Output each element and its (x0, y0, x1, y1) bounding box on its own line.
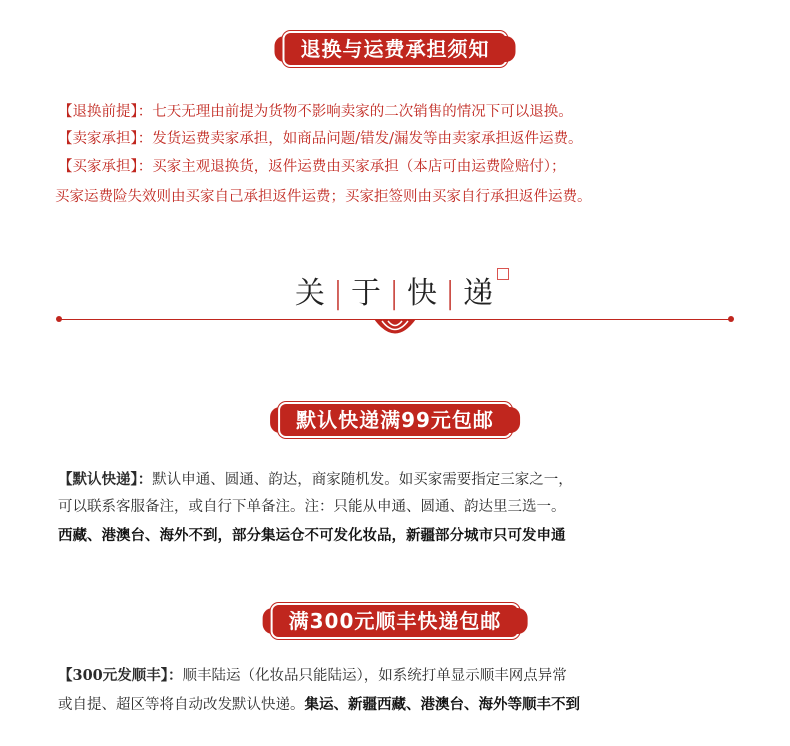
express-heading: 关 | 于 | 快 | 递 (294, 276, 496, 311)
cloud-ornament-icon (372, 318, 418, 342)
sf-line-2: 或自提、超区等将自动改发默认快递。集运、新疆西藏、港澳台、海外等顺丰不到 (58, 697, 580, 713)
return-line-3: 【买家承担】：买家主观退换货，返件运费由买家承担（本店可由运费险赔付）； (58, 159, 566, 175)
sf-express-title: 满300元顺丰快递包邮 (273, 605, 518, 637)
return-policy-banner (279, 30, 512, 68)
return-policy-title: 退换与运费承担须知 (285, 33, 506, 65)
return-line-1: 【退换前提】：七天无理由前提为货物不影响卖家的二次销售的情况下可以退换。 (58, 104, 573, 120)
seal-stamp-icon (497, 268, 509, 280)
divider-dot-left (56, 316, 62, 322)
default-line-2: 可以联系客服备注，或自行下单备注。注：只能从申通、圆通、韵达里三选一。 (58, 499, 566, 515)
return-line-2: 【卖家承担】：发货运费卖家承担，如商品问题/错发/漏发等由卖家承担返件运费。 (58, 131, 583, 147)
default-express-title: 默认快递满99元包邮 (280, 404, 510, 436)
return-line-4: 买家运费险失效则由买家自己承担返件运费；买家拒签则由买家自行承担返件运费。 (55, 189, 592, 205)
default-line-1: 【默认快递】：默认申通、圆通、韵达，商家随机发。如买家需要指定三家之一， (58, 471, 573, 488)
sf-express-banner (267, 602, 524, 640)
sf-line-1: 【300元发顺丰】：顺丰陆运（化妆品只能陆运），如系统打单显示顺丰网点异常 (58, 667, 567, 684)
default-express-banner (274, 401, 516, 439)
divider-dot-right (728, 316, 734, 322)
default-line-3: 西藏、港澳台、海外不到，部分集运仓不可发化妆品，新疆部分城市只可发申通 (58, 528, 566, 544)
